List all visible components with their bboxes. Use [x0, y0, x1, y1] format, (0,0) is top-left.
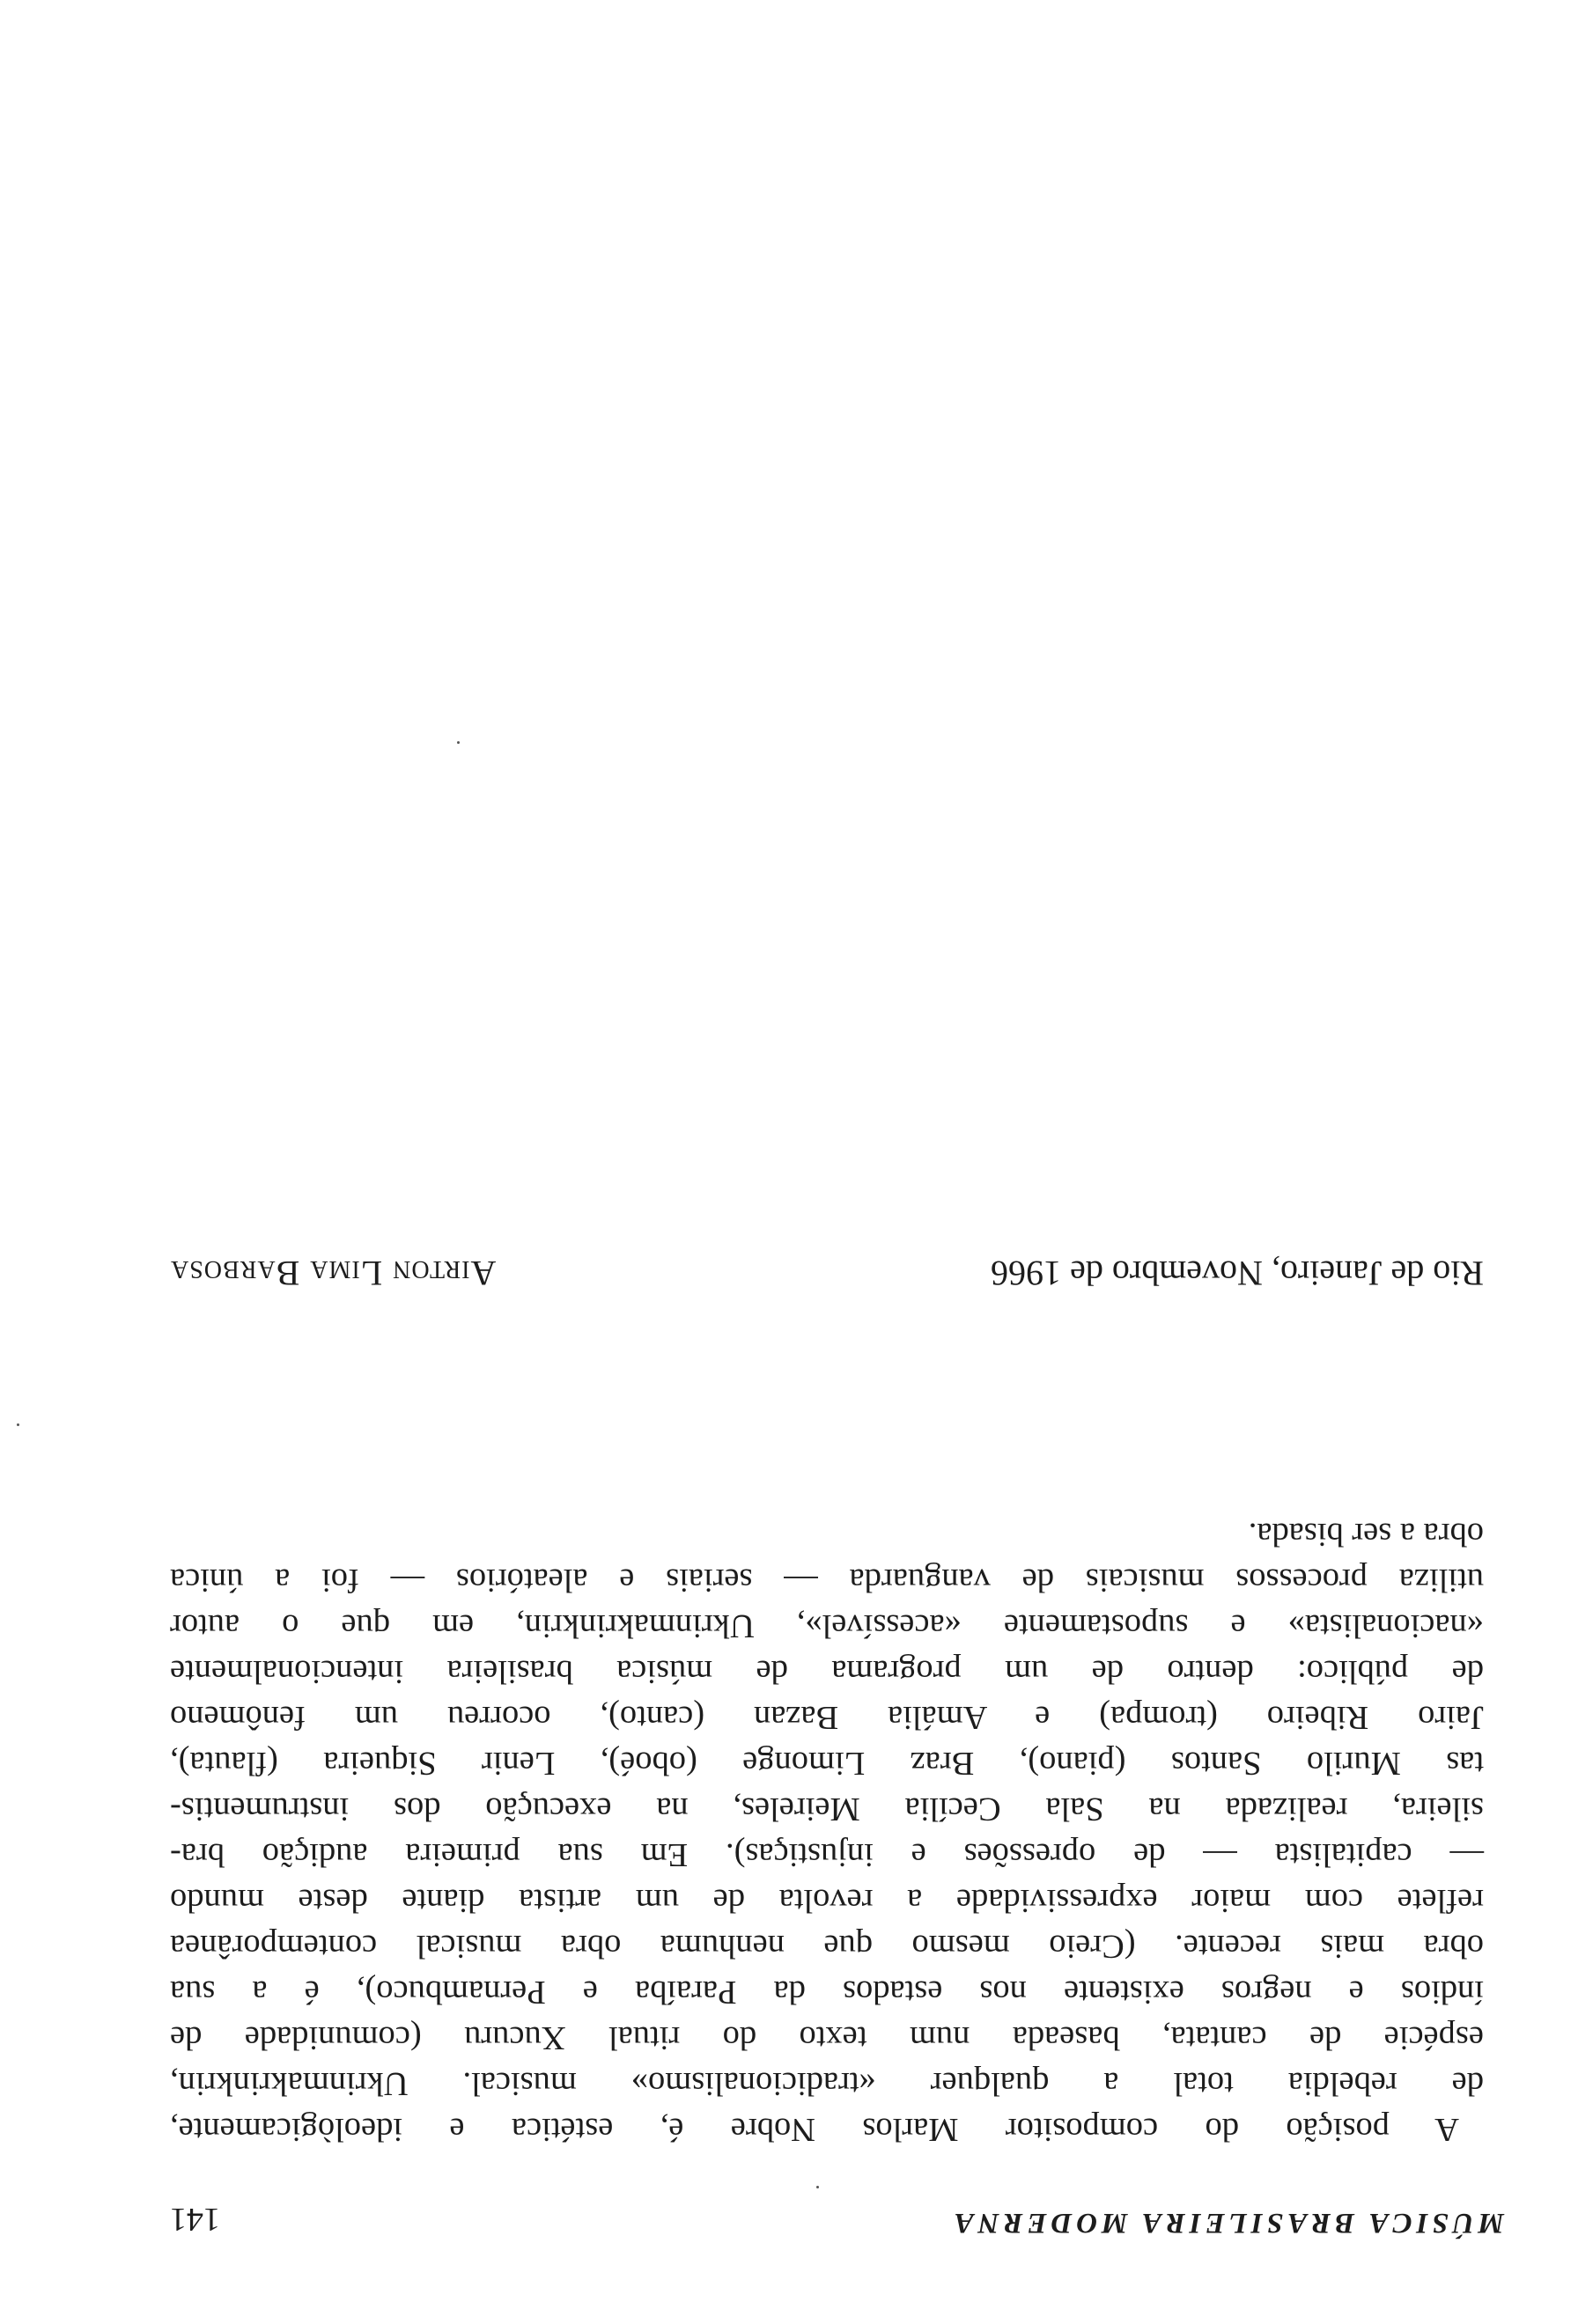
text-line: «nacionalista» e supostamente «acessível», Ukrinmakrinkrin, em que o autor — [170, 1607, 1484, 1644]
text-line: utiliza processos musicais de vanguarda — seriais e aleatórios — foi a única — [170, 1562, 1484, 1599]
running-title: MÚSICA BRASILEIRA MODERNA — [949, 2207, 1504, 2239]
text-line: de rebeldia total a qualquer «tradicionalismo» musical. Ukrinmakrinkrin, — [170, 2065, 1484, 2102]
scan-speck — [457, 741, 460, 744]
scan-speck — [816, 2186, 819, 2188]
signature-place-date: Rio de Janeiro, Novembro de 1966 — [991, 1254, 1484, 1293]
signature-author: Airton Lima Barbosa — [170, 1254, 497, 1293]
text-line: Jairo Ribeiro (trompa) e Amália Bazan (canto), ocorreu um fenômeno — [170, 1699, 1484, 1736]
text-line: tas Murilo Santos (piano), Braz Limonge (oboé), Lenir Siqueira (flauta), — [170, 1745, 1484, 1782]
text-line: índios e negros existente nos estados da Paraíba e Pernambuco), é a sua — [170, 1974, 1484, 2011]
text-line: reflete com maior expressividade a revolta de um artista diante deste mundo — [170, 1882, 1484, 1919]
scan-speck — [17, 1423, 19, 1426]
text-line: obra a ser bisada. — [1248, 1516, 1484, 1553]
body-paragraph — [170, 1511, 1484, 2152]
signature-block — [170, 1241, 1484, 1294]
text-line: — capitalista — de opressões e injustiças). Em sua primeira audição bra- — [170, 1836, 1484, 1873]
text-line: espécie de cantata, baseada num texto do ritual Xucuru (comunidade de — [170, 2019, 1484, 2056]
text-line: A posição do compositor Marlos Nobre é, estética e ideològicamente, — [170, 2111, 1459, 2148]
text-line: sileira, realizada na Sala Cecília Meireles, na execução dos instrumentis- — [170, 1791, 1484, 1828]
page-number: 141 — [170, 2201, 220, 2238]
text-line: de público: dentro de um programa de música brasileira intencionalmente — [170, 1653, 1484, 1690]
text-line: obra mais recente. (Creio mesmo que nenhuma obra musical contemporânea — [170, 1928, 1484, 1965]
running-head — [170, 2195, 1504, 2239]
